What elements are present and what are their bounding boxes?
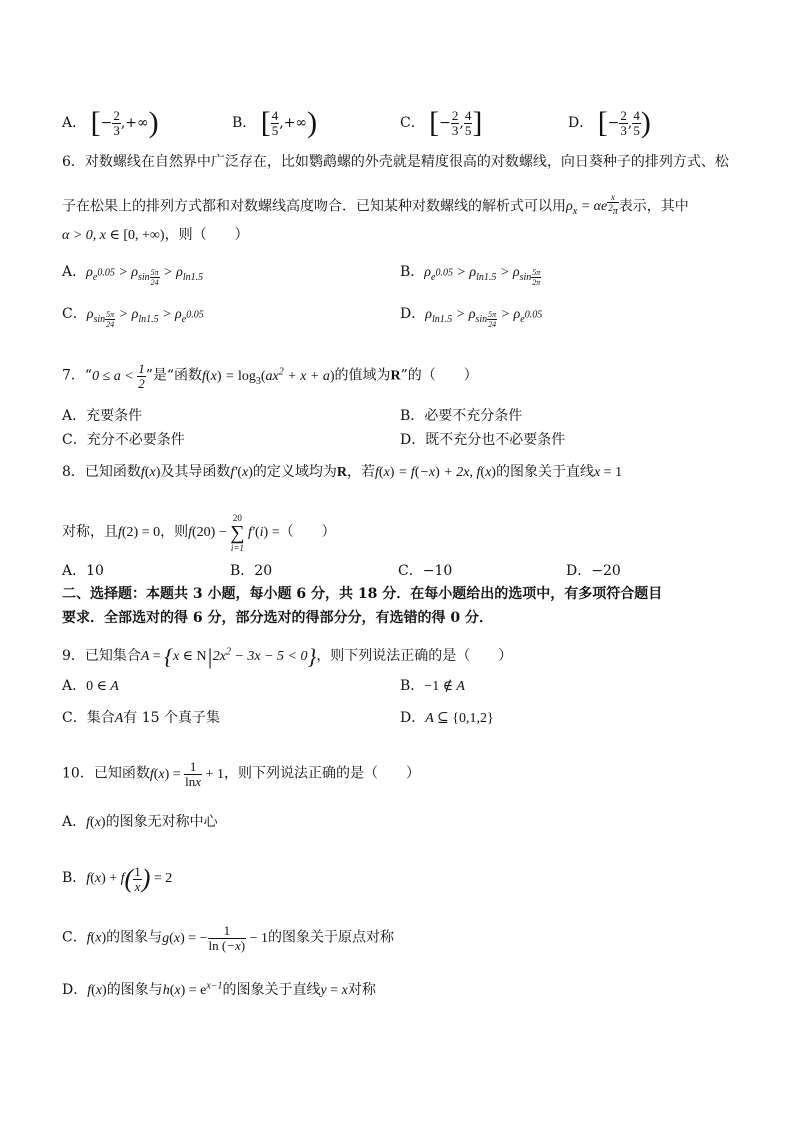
q6-line1: 6．对数螺线在自然界中广泛存在，比如鹦鹉螺的外壳就是精度很高的对数螺线，向日葵种子的排列方式、松 xyxy=(62,154,729,170)
q8-option-d: D．−20 xyxy=(566,563,621,579)
section2-heading-line2: 要求．全部选对的得 6 分，部分选对的得部分分，有选错的得 0 分． xyxy=(62,610,493,626)
q10-option-a: A．f(x)的图象无对称中心 xyxy=(62,814,218,830)
q9-option-a: A．0 ∈ A xyxy=(62,678,119,694)
q6-condition: α > 0, x ∈ [0, +∞) xyxy=(62,228,165,243)
q10-option-c: C．f(x)的图象与g(x) = − $\frac{1}{\ln (-x)}$ − 1的图象关于原点对称 xyxy=(62,923,395,953)
q8-option-c: C．−10 xyxy=(398,563,453,579)
q5-option-c: C． [− $\frac{2}{3}$ , $\frac{4}{5}$ ] xyxy=(400,106,483,139)
q6-line3: α > 0, x ∈ [0, +∞)，则（ ） xyxy=(62,227,249,243)
section2-heading-line1: 二、选择题：本题共 3 小题，每小题 6 分，共 18 分．在每小题给出的选项中，有多项符合题目 xyxy=(62,586,663,602)
q5-option-a: A． [− $\frac{2}{3}$ ,+∞) xyxy=(62,106,159,139)
q8-option-b: B．20 xyxy=(230,563,273,579)
q7-stem: 7．“0 ≤ a < $\frac{1}{2}$ ”是“函数$f(x) = \log_3(ax^2 + x + a)$的值域为R”的（ ） xyxy=(62,361,478,391)
q7-option-a: A．充要条件 xyxy=(62,408,143,424)
q5-option-d: D． [− $\frac{2}{3}$ , $\frac{4}{5}$ ) xyxy=(568,106,651,139)
q8-option-a: A．10 xyxy=(62,563,104,579)
q10-option-b: B．f(x) + f( $\frac{1}{x}$ ) = 2 xyxy=(62,863,173,894)
q6-option-d: D．$\rho_{ln1.5} > \rho_{sin \frac{5\pi}{24}}$ > $\rho_{e^{0.05}}$ xyxy=(400,306,543,329)
q6-option-c: C．$\rho_{sin \frac{5\pi}{24}}$ > $\rho_{ln1.5} > \rho_{e^{0.05}}$ xyxy=(62,306,204,329)
q10-option-d: D．f(x)的图象与$h(x) = e^{x-1}$的图象关于直线y = x对称 xyxy=(62,980,376,998)
q9-option-d: D．A ⊆ {0,1,2} xyxy=(400,710,494,726)
q6-formula: $\rho_x = \alpha e$ $^{\frac{x}{2_\pi}}$ xyxy=(566,192,618,218)
q7-option-b: B．必要不充分条件 xyxy=(400,408,523,424)
q6-line2: 子在松果上的排列方式都和对数螺线高度吻合．已知某种对数螺线的解析式可以用$\rho_x = \alpha e$ $^{\frac{x}{2_\pi}}$ 表示，其中 xyxy=(62,192,689,218)
q6-option-b: B．$\rho_{e^{0.05}} > \rho_{ln1.5} > \rho_{sin \frac{5\pi}{2\pi}}$ xyxy=(400,264,541,287)
q8-line2: 对称，且f(2) = 0，则f(20) − 20 ∑ i=1 f′(i) =（ ） xyxy=(62,513,336,553)
q9-option-c: C．集合A有 15 个真子集 xyxy=(62,710,220,726)
q9-option-b: B．−1 ∉ A xyxy=(400,678,465,694)
q5-option-b: B． [ $\frac{4}{5}$ ,+∞) xyxy=(232,106,318,139)
q6-option-a: A．$\rho_{e^{0.05}} > \rho_{sin \frac{5\pi}{24}}$ > $\rho_{ln1.5}$ xyxy=(62,264,204,287)
q9-stem: 9．已知集合A = {x ∈ $N|2x^2 - 3x - 5 < 0$}，则下列说法正确的是（ ） xyxy=(62,644,513,669)
q8-line1: 8．已知函数f(x)及其导函数f′(x)的定义域均为R，若f(x) = f(−x) + 2x, f(x)的图象关于直线x = 1 xyxy=(62,464,623,480)
q7-option-d: D．既不充分也不必要条件 xyxy=(400,432,566,448)
q7-option-c: C．充分不必要条件 xyxy=(62,432,185,448)
q10-stem: 10．已知函数f(x) = $\frac{1}{\ln x}$ + 1，则下列说法正确的是（ ） xyxy=(62,759,420,789)
q5-options xyxy=(62,100,762,140)
